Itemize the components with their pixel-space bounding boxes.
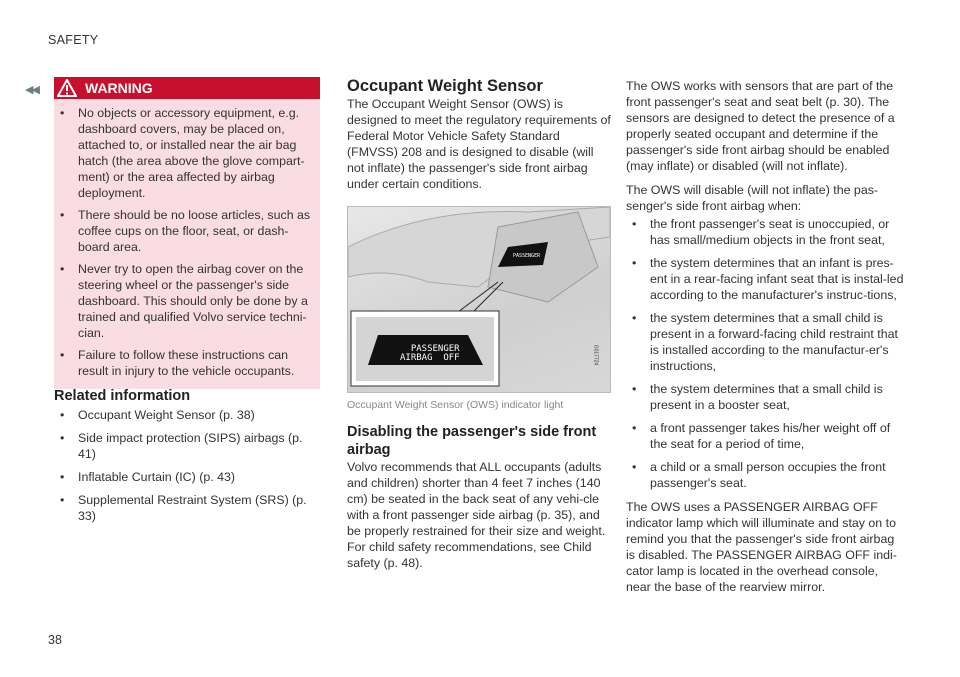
list-item: • No objects or accessory equipment, e.g. dashboard covers, may be placed on, attached to, or installed near the air bag hatch (the area above the glove compart-ment) or the area affected by airbag deployment. xyxy=(54,105,314,201)
related-link[interactable]: • Inflatable Curtain (IC) (p. 43) xyxy=(54,469,320,485)
warning-triangle-icon xyxy=(57,79,77,97)
related-information xyxy=(54,387,320,524)
ows-body: Volvo recommends that ALL occupants (adults and children) shorter than 4 feet 7 inches (140 cm) be seated in the back seat of any vehi-cle with a front passenger side airbag (p. 35), and be properly restrained for their size and weight. For child safety recommendations, see Child safety (p. 48). xyxy=(347,460,606,570)
list-item: • Never try to open the airbag cover on the steering wheel or the passenger's side dashboard. This should only be done by a trained and qualified Volvo service techni-cian. xyxy=(54,261,314,341)
list-item: • the system determines that an infant is pres-ent in a rear-facing infant seat that is instal-led according to the manufacturer's instruc-tions, xyxy=(626,255,906,303)
paragraph: The OWS uses a PASSENGER AIRBAG OFF indicator lamp which will illuminate and stay on to remind you that the passenger's side front airbag is disabled. The PASSENGER AIRBAG OFF indi-cator lamp is located in the overhead console, near the base of the rearview mirror. xyxy=(626,500,897,594)
ows-section xyxy=(347,76,611,579)
ows-subtitle: Disabling the passenger's side front airbag xyxy=(347,424,597,458)
paragraph: The OWS will disable (will not inflate) the pas-senger's side front airbag when: xyxy=(626,183,879,213)
related-link[interactable]: • Occupant Weight Sensor (p. 38) xyxy=(54,407,320,423)
list-item: • There should be no loose articles, such as coffee cups on the floor, seat, or dash-board area. xyxy=(54,207,314,255)
list-item: • the system determines that a small child is present in a booster seat, xyxy=(626,381,906,413)
list-item: • the system determines that a small child is present in a forward-facing child restraint that is installed according to the manufactur-er's instructions, xyxy=(626,310,906,374)
warning-title: WARNING xyxy=(85,80,153,96)
display-line-2: AIRBAG OFF xyxy=(400,353,460,363)
figure-caption: Occupant Weight Sensor (OWS) indicator light xyxy=(347,399,564,411)
overhead-console-illustration xyxy=(348,207,610,392)
list-item: • a child or a small person occupies the front passenger's seat. xyxy=(626,459,906,491)
ows-indicator-figure xyxy=(347,206,611,393)
warning-list xyxy=(54,105,320,379)
related-link[interactable]: • Side impact protection (SIPS) airbags (p. 41) xyxy=(54,430,320,462)
warning-header xyxy=(54,77,320,99)
indicator-display xyxy=(400,345,460,363)
paragraph: The OWS works with sensors that are part of the front passenger's seat and seat belt (p. 30). The sensors are designed to detect the presence of a properly seated occupant and determine if the passenger's side front airbag should be enabled (may inflate) or disabled (will not inflate). xyxy=(626,79,895,173)
related-link[interactable]: • Supplemental Restraint System (SRS) (p. 33) xyxy=(54,492,320,524)
list-item: • a front passenger takes his/her weight off of the seat for a period of time, xyxy=(626,420,906,452)
display-line-1: PASSENGER xyxy=(410,344,460,354)
ows-intro: The Occupant Weight Sensor (OWS) is designed to meet the regulatory requirements of Federal Motor Vehicle Safety Standard (FMVSS) 208 and is designed to disable (will not inflate) the passenger's side front airbag under certain conditions. xyxy=(347,97,611,191)
ows-details xyxy=(626,78,906,603)
list-item: • Failure to follow these instructions can result in injury to the vehicle occupants. xyxy=(54,347,314,379)
list-item: • the front passenger's seat is unoccupied, or has small/medium objects in the front seat, xyxy=(626,216,906,248)
section-header: SAFETY xyxy=(48,33,99,47)
svg-text:PASSENGER: PASSENGER xyxy=(513,253,541,259)
image-code: G017724 xyxy=(592,344,599,366)
ows-title: Occupant Weight Sensor xyxy=(347,77,543,95)
related-title: Related information xyxy=(54,388,191,404)
continued-marker: ◀◀ xyxy=(25,84,38,96)
warning-box xyxy=(54,77,320,389)
page-number: 38 xyxy=(48,633,62,647)
